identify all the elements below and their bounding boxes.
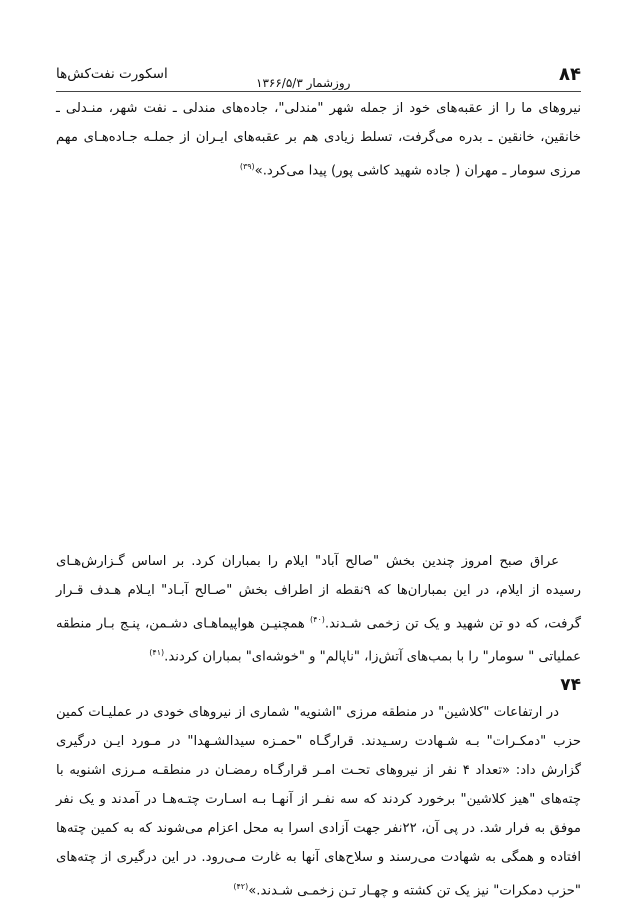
top-paragraph — [56, 94, 581, 185]
running-title: اسکورت نفت‌کش‌ها — [56, 66, 168, 82]
top-paragraph-block — [56, 94, 581, 185]
entry-number: ۷۴ — [560, 674, 581, 695]
footnote-ref-40: (۴۰) — [310, 615, 325, 624]
header-rule — [56, 91, 581, 92]
diary-date: روزشمار ۱۳۶۶/۵/۳ — [256, 76, 351, 90]
bombing-text-1: عراق صبح امروز چندین بخش "صالح آباد" ایلام را بمباران کرد. بر اساس گـزارش‌هـای رسیده از ایلام، در این بمباران‌ها که ۹نقطه از اطراف بخش "صـالح آبـاد" ایـلام هـدف قـرار گرفت، که دو تن شهید و یک تن زخمی شـدند. — [56, 554, 581, 632]
footnote-ref-42: (۴۲) — [233, 881, 249, 891]
bottom-content-block — [56, 547, 581, 905]
bombing-paragraph — [56, 547, 581, 672]
page-number: ۸۴ — [559, 64, 581, 85]
entry-text: در ارتفاعات "کلاشین" در منطقه مرزی "اشنویه" شماری از نیروهای خودی در عملیـات کمین حزب "دمکـرات" بـه شـهادت رسـیدند. قرارگـاه "حمـزه سیدالشـهدا" در مـورد ایـن درگیری گزارش داد: «تعداد ۴ نفر از نیروهای تحـت امـر قرارگـاه رمضـان در منطقـه مـرزی اشنویه با چته‌های "هیز کلاشین" برخورد کردند که سه نفـر از آنهـا بـه اسـارت چتـه‌هـا در آمدند و یک نفر موفق به فرار شد. در پی آن، ۲۲نفر جهت آزادی اسرا به محل اعزام می‌شوند که به کمین چته‌ها افتاده و همگی به شهادت می‌رسند و سلاح‌های آنها به غارت مـی‌رود. در این درگیری از چته‌های "حزب دمکرات" نیز یک تن کشته و چهـار تـن زخمـی شـدند.» — [56, 704, 581, 899]
entry-paragraph — [56, 698, 581, 905]
footnote-ref-41: (۴۱) — [149, 648, 165, 658]
footnote-ref-39: (۳۹) — [239, 162, 255, 171]
page-header — [56, 64, 581, 94]
top-paragraph-text: نیروهای ما را از عقبه‌های خود از جمله شهر "مندلی"، جاده‌های مندلی ـ نفت شهر، منـدلی ـ خانقین، خانقین ـ بدره می‌گرفت، تسلط زیادی هم بر عقبه‌های ایـران از جملـه جـاده‌هـای مهم مرزی سومار ـ مهران ( جاده شهید کاشی پور) پیدا می‌کرد.» — [56, 101, 581, 179]
bombing-text-2: همچنیـن هواپیماهـای دشـمن، پنـج بـار منطقه عملیاتی " سومار" را با بمب‌های آتش‌زا، "ناپالم" و "خوشه‌ای" بمباران کردند. — [56, 616, 581, 665]
